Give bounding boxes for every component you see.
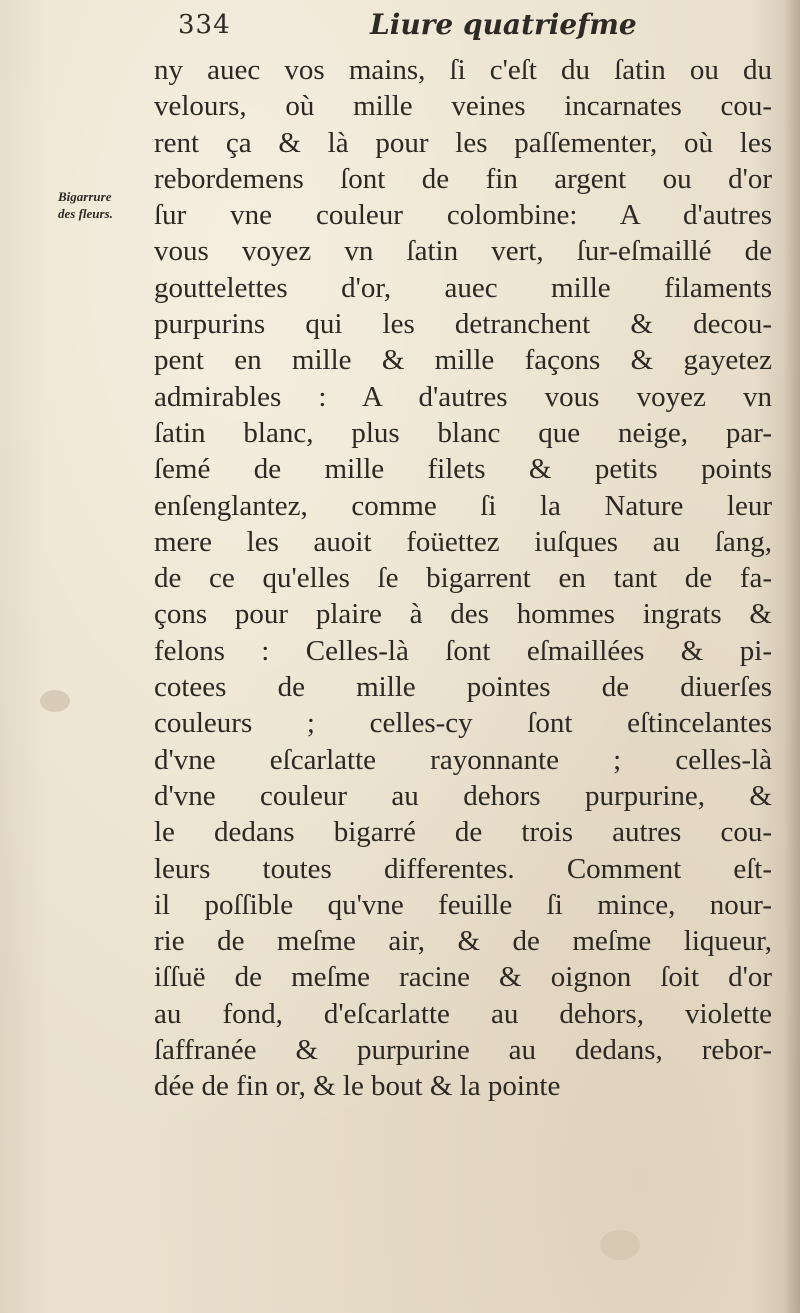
text-line: pent en mille & mille façons & gayetez: [154, 344, 772, 377]
text-line: dée de fin or, & le bout & la pointe: [154, 1070, 561, 1103]
text-line: il poſſible qu'vne feuille ſi mince, nour-: [154, 888, 772, 921]
marginal-note-line: des fleurs.: [58, 206, 113, 221]
text-line: admirables : A d'autres vous voyez vn: [154, 380, 772, 413]
running-title: Liure quatriefme: [370, 8, 637, 41]
page-number: 334: [178, 10, 231, 40]
text-line: felons : Celles-là ſont eſmaillées & pi-: [154, 634, 772, 667]
text-line: couleurs ; celles-cy ſont eſtincelantes: [154, 707, 772, 740]
text-line: rent ça & là pour les paſſementer, où les: [154, 126, 772, 159]
running-head: [178, 6, 698, 46]
marginal-note-line: Bigarrure: [58, 189, 112, 204]
text-line: ſaffranée & purpurine au dedans, rebor-: [154, 1034, 772, 1067]
text-line: çons pour plaire à des hommes ingrats &: [154, 598, 772, 631]
text-line: rie de meſme air, & de meſme liqueur,: [154, 925, 772, 958]
text-line: au fond, d'eſcarlatte au dehors, violette: [154, 997, 772, 1030]
text-line: purpurins qui les detranchent & decou-: [154, 308, 772, 341]
text-line: d'vne couleur au dehors purpurine, &: [154, 779, 772, 812]
text-line: mere les auoit foüettez iuſques au ſang,: [154, 525, 772, 558]
text-line: d'vne eſcarlatte rayonnante ; celles-là: [154, 743, 772, 776]
text-line: cotees de mille pointes de diuerſes: [154, 671, 772, 704]
text-line: velours, où mille veines incarnates cou-: [154, 90, 772, 123]
text-line: ſatin blanc, plus blanc que neige, par-: [154, 416, 772, 449]
text-line: leurs toutes differentes. Comment eſt-: [154, 852, 772, 885]
text-line: enſenglantez, comme ſi la Nature leur: [154, 489, 772, 522]
paper-stain: [40, 690, 70, 712]
marginal-note: [58, 188, 162, 222]
text-line: de ce qu'elles ſe bigarrent en tant de fa-: [154, 562, 772, 595]
text-line: le dedans bigarré de trois autres cou-: [154, 816, 772, 849]
text-line: rebordemens ſont de fin argent ou d'or: [154, 162, 772, 195]
text-line: ſur vne couleur colombine: A d'autres: [154, 199, 772, 232]
text-line: ny auec vos mains, ſi c'eſt du ſatin ou du: [154, 54, 772, 86]
text-line: ſemé de mille filets & petits points: [154, 453, 772, 486]
text-line: vous voyez vn ſatin vert, ſur-eſmaillé de: [154, 235, 772, 268]
text-line: gouttelettes d'or, auec mille filaments: [154, 271, 772, 304]
page-edge-shadow: [784, 0, 800, 1313]
paper-stain: [600, 1230, 640, 1260]
text-line: iſſuë de meſme racine & oignon ſoit d'or: [154, 961, 772, 994]
body-text: [154, 52, 772, 1105]
